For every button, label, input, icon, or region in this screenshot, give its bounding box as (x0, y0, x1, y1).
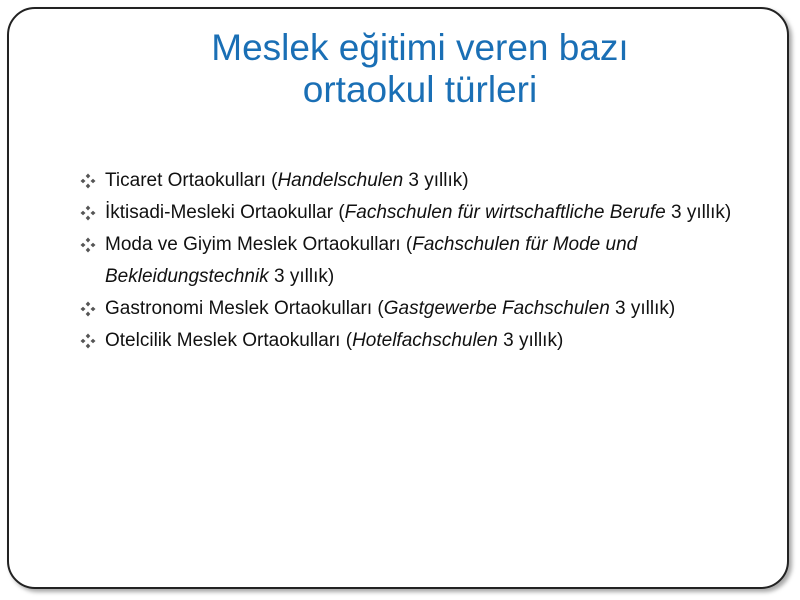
item-text: Otelcilik Meslek Ortaokulları ( (105, 330, 353, 351)
list-item (78, 197, 748, 229)
item-text: Ticaret Ortaokulları ( (105, 170, 278, 191)
list-item (78, 293, 748, 325)
item-duration: 3 yıllık) (665, 202, 732, 223)
bullet-list (78, 165, 748, 357)
item-text: İktisadi-Mesleki Ortaokullar ( (105, 202, 345, 223)
diamond-bullet-icon (80, 333, 96, 349)
list-item (78, 165, 748, 197)
diamond-bullet-icon (80, 173, 96, 189)
item-german-name: Hotelfachschulen (352, 330, 498, 351)
item-german-name: Handelschulen (277, 170, 404, 191)
slide-title-line-1: Meslek eğitimi veren bazı (211, 27, 629, 68)
item-german-name: Fachschulen für wirtschaftliche Berufe (344, 202, 666, 223)
item-duration: 3 yıllık) (268, 266, 335, 287)
item-text: Gastronomi Meslek Ortaokulları ( (105, 298, 384, 319)
slide-title-line-2: ortaokul türleri (302, 69, 538, 110)
slide-title (120, 27, 720, 111)
item-duration: 3 yıllık) (497, 330, 564, 351)
item-duration: 3 yıllık) (403, 170, 469, 191)
diamond-bullet-icon (80, 301, 96, 317)
item-text: Moda ve Giyim Meslek Ortaokulları ( (105, 234, 413, 255)
list-item (78, 229, 748, 293)
diamond-bullet-icon (80, 205, 96, 221)
item-german-name: Fachschulen für Mode und Bekleidungstechnik (105, 234, 638, 287)
item-german-name: Gastgewerbe Fachschulen (383, 298, 610, 319)
diamond-bullet-icon (80, 237, 96, 253)
item-duration: 3 yıllık) (609, 298, 676, 319)
list-item (78, 325, 748, 357)
